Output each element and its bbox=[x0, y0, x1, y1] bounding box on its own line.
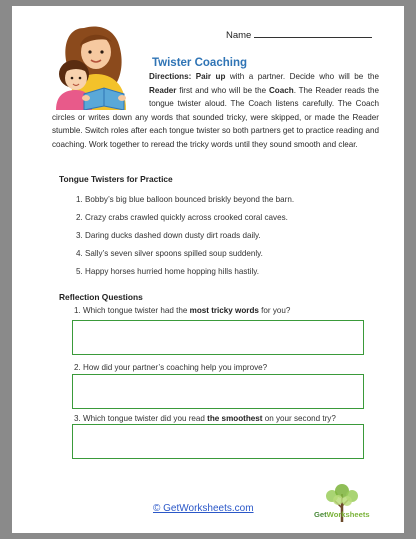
answer-box-1[interactable] bbox=[72, 320, 364, 355]
directions-label: Directions: bbox=[149, 72, 192, 81]
footer-copyright-link[interactable]: © GetWorksheets.com bbox=[153, 503, 254, 514]
question-text: on your second try? bbox=[262, 414, 336, 423]
directions-bold: Reader bbox=[149, 85, 177, 95]
logo-text-a: Get bbox=[314, 510, 327, 519]
reflection-heading: Reflection Questions bbox=[59, 292, 143, 302]
directions-text: . The Reader reads the tongue twister aloud. The Coach listens carefully. The Coach circles or writes down any words that sounded tricky, were skipped, or made the Reader stumble. Switch roles after each tongue twister so both partners get to practice reading and coaching. Work together to reread the tricky words until they sound smooth and clear. bbox=[52, 85, 380, 149]
tongue-twister-list bbox=[76, 195, 294, 285]
answer-box-2[interactable] bbox=[72, 374, 364, 409]
question-text: 3. Which tongue twister did you read bbox=[74, 414, 208, 423]
list-item: 1. Bobby’s big blue balloon bounced briskly beyond the barn. bbox=[76, 195, 295, 204]
list-item: 2. Crazy crabs crawled quickly across crooked coral caves. bbox=[76, 213, 288, 222]
question-text: 1. Which tongue twister had the bbox=[74, 306, 190, 315]
question-1 bbox=[74, 306, 290, 315]
question-text: 2. How did your partner’s coaching help you improve? bbox=[74, 363, 268, 372]
question-3 bbox=[74, 414, 336, 423]
question-2 bbox=[74, 363, 267, 372]
list-item: 5. Happy horses hurried home hopping hills hastily. bbox=[76, 267, 259, 276]
logo-wordmark bbox=[314, 510, 370, 519]
logo-text-b: Worksheets bbox=[326, 510, 370, 519]
directions-bold: Coach bbox=[268, 85, 294, 95]
worksheet-page bbox=[12, 6, 404, 533]
question-bold: most tricky words bbox=[189, 306, 259, 315]
twisters-heading: Tongue Twisters for Practice bbox=[59, 174, 173, 184]
list-item: 4. Sally’s seven silver spoons spilled soup suddenly. bbox=[76, 249, 263, 258]
directions-paragraph bbox=[52, 70, 379, 151]
name-label: Name bbox=[226, 30, 252, 41]
directions-text: with a partner. Decide who will be the bbox=[225, 72, 379, 81]
question-bold: the smoothest bbox=[207, 414, 263, 423]
directions-text: first and who will be the bbox=[176, 85, 269, 95]
directions-bold: Pair up bbox=[195, 72, 226, 81]
name-field bbox=[226, 28, 372, 41]
worksheet-title: Twister Coaching bbox=[152, 57, 247, 69]
name-line[interactable] bbox=[254, 28, 372, 38]
question-text: for you? bbox=[258, 306, 291, 315]
answer-box-3[interactable] bbox=[72, 424, 364, 459]
list-item: 3. Daring ducks dashed down dusty dirt roads daily. bbox=[76, 231, 261, 240]
